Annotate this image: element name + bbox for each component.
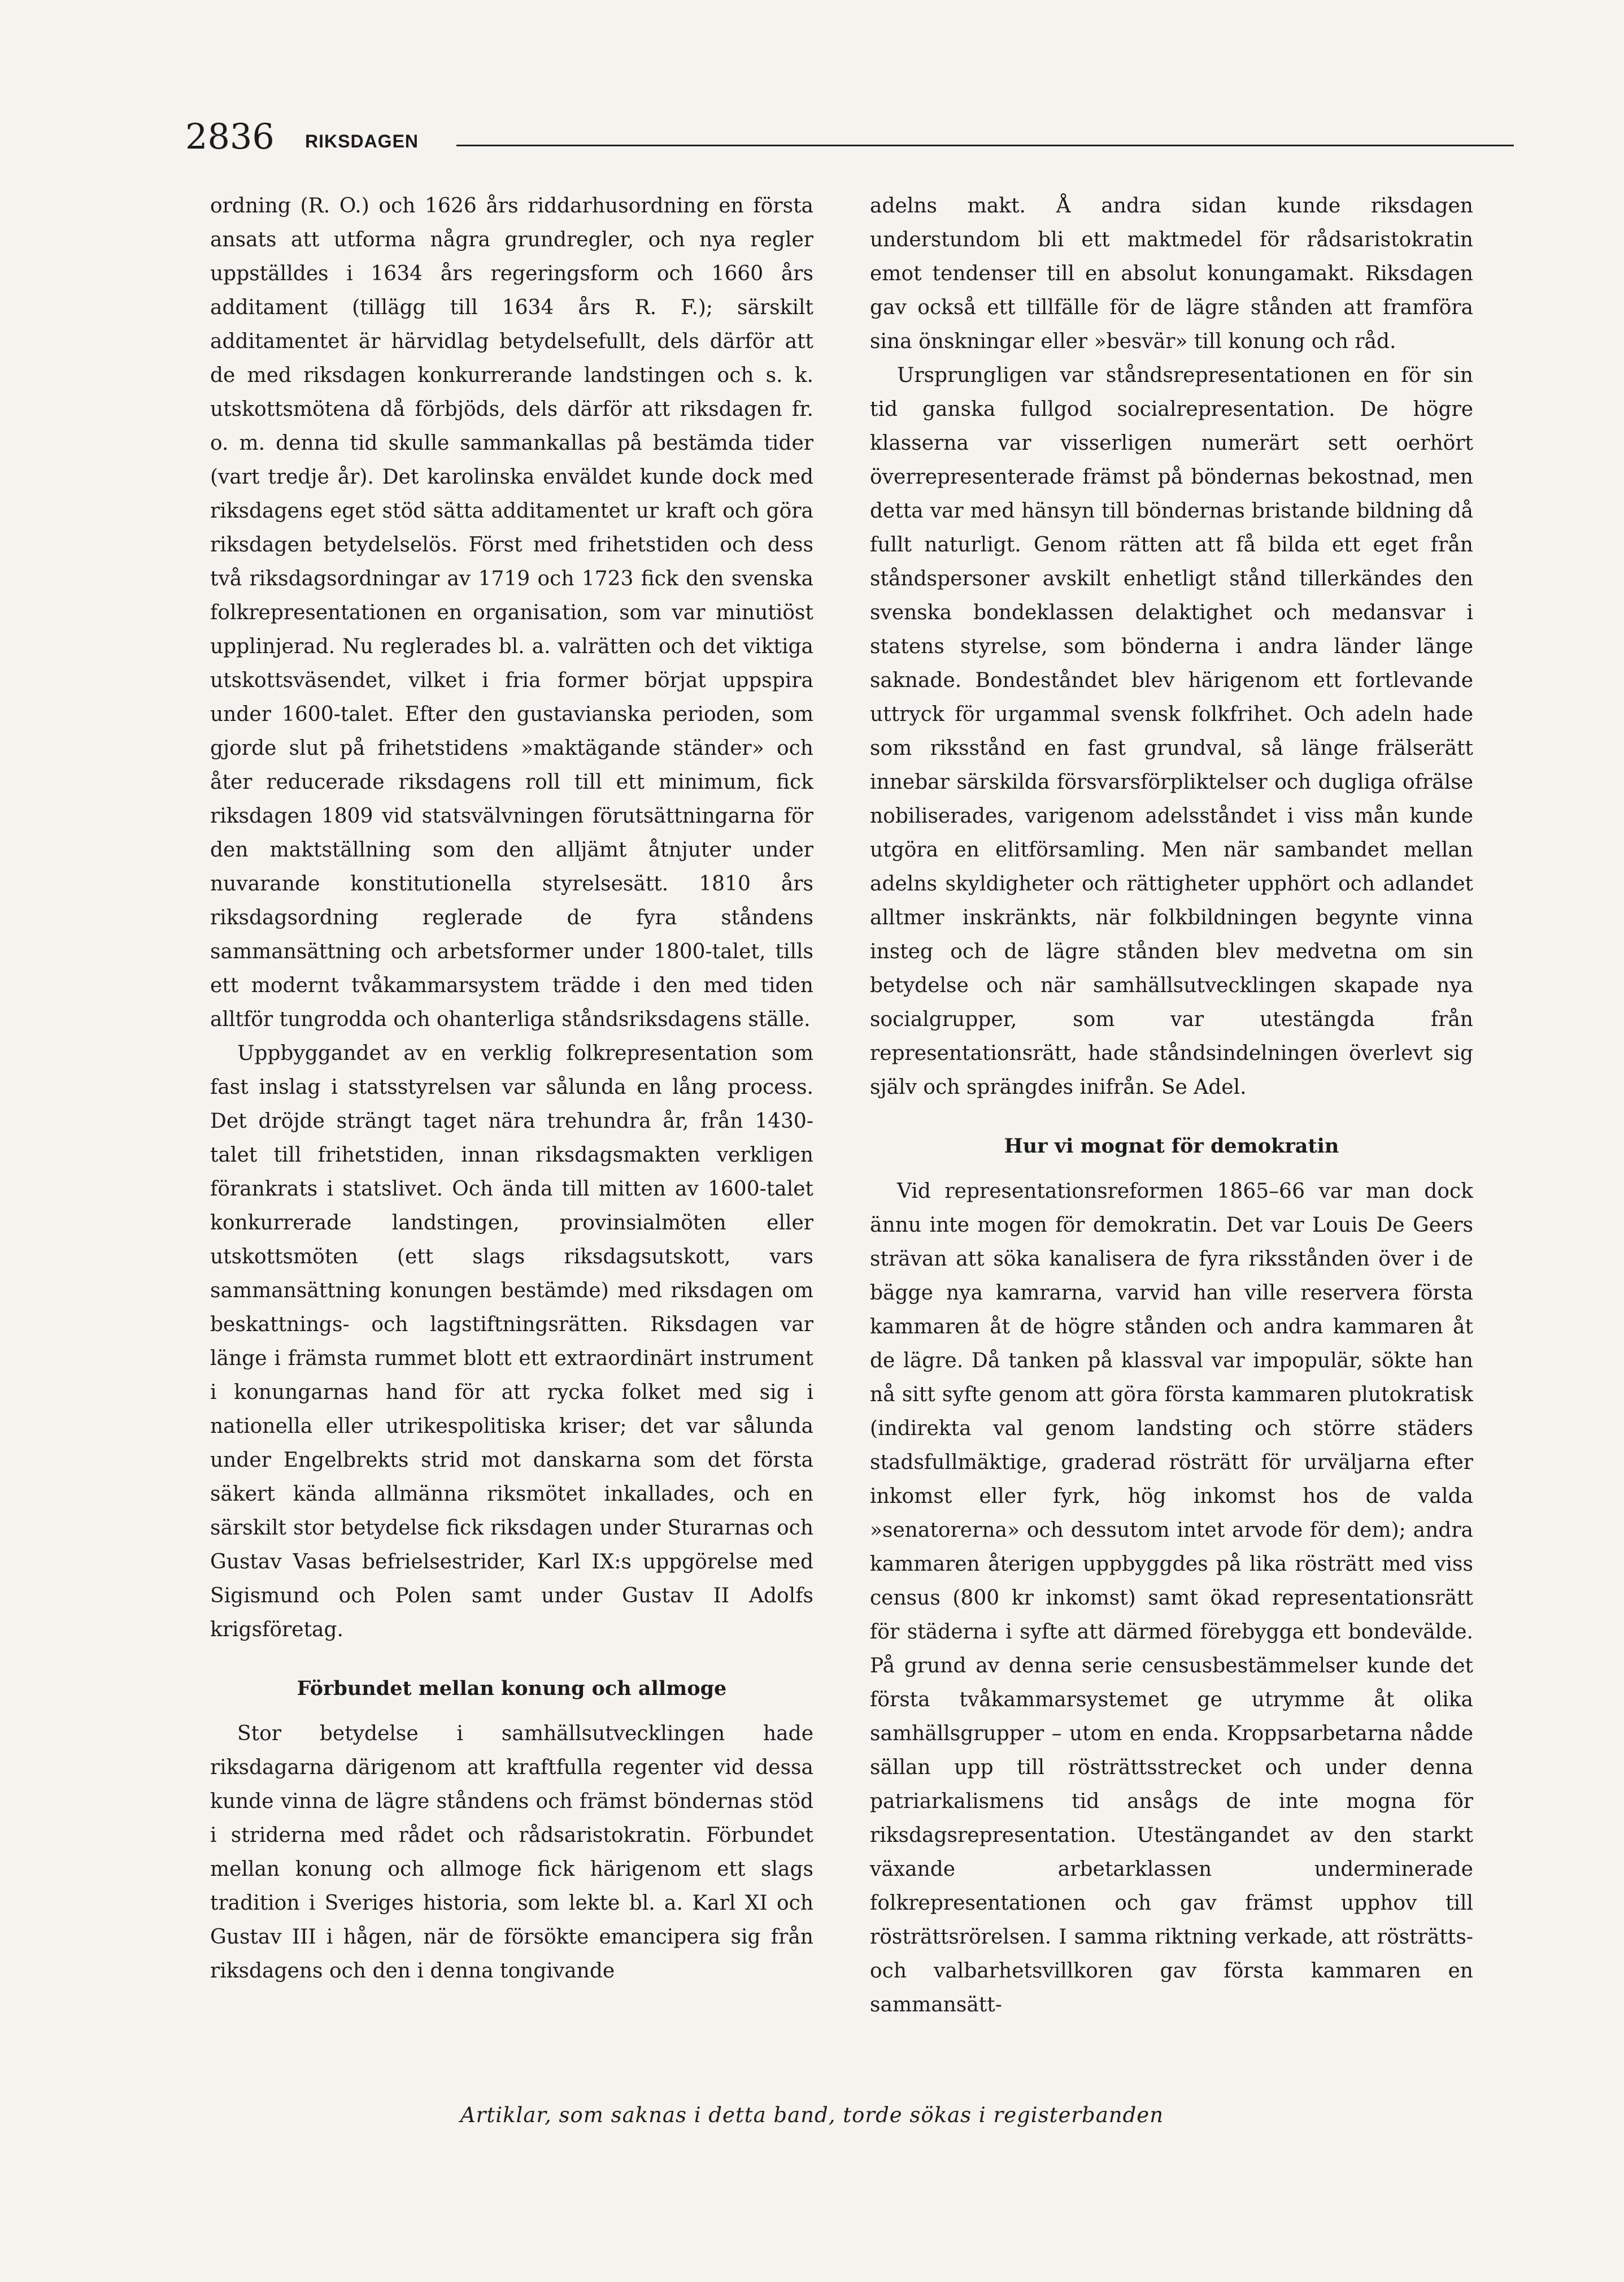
- header-rule: [456, 145, 1514, 146]
- paragraph: adelns makt. Å andra sidan kunde riksdagen understundom bli ett maktmedel för rådsaristokratin emot tendenser till en absolut konungamakt. Riksdagen gav också ett tillfälle för de lägre stånden att framföra sina önskningar eller »besvär» till konung och råd.: [870, 194, 1473, 353]
- paragraph: Vid representationsreformen 1865–66 var man dock ännu inte mogen för demokratin. Det var Louis De Geers strävan att söka kanalisera de fyra riksstånden över i de bägge nya kamrarna, varvid han ville reservera första kammaren åt de högre stånden och andra kammaren åt de lägre. Då tanken på klassval var impopulär, sökte han nå sitt syfte genom att göra första kammaren plutokratisk (indirekta val genom landsting och större städers stadsfullmäktige, graderad rösträtt för urväljarna efter inkomst eller fyrk, hög inkomst hos de valda »senatorerna» och dessutom intet arvode för dem); andra kammaren återigen uppbyggdes på lika rösträtt med viss census (800 kr inkomst) samt ökad representationsrätt för städerna i syfte att därmed förebygga ett bondevälde. På grund av denna serie censusbestämmelser kunde det första tvåkammarsystemet ge utrymme åt olika samhällsgrupper – utom en enda. Kroppsarbetarna nådde sällan upp till rösträttsstrecket och under denna patriarkalismens tid ansågs de inte mogna för riksdagsrepresentation. Utestängandet av den starkt växande arbetarklassen underminerade folkrepresentationen och gav främst upphov till rösträttsrörelsen. I samma riktning verkade, att rösträtts- och valbarhetsvillkoren gav första kammaren en sammansätt-: [870, 1180, 1473, 2016]
- footer-note: Artiklar, som saknas i detta band, torde sökas i registerbanden: [460, 2103, 1164, 2127]
- section-heading: Hur vi mognat för demokratin: [1004, 1135, 1339, 1158]
- paragraph: Uppbyggandet av en verklig folkrepresentation som fast inslag i statsstyrelsen var sålunda en lång process. Det dröjde strängt taget nära trehundra år, från 1430-talet till frihetstiden, innan riksdagsmakten verkligen förankrats i statslivet. Och ända till mitten av 1600-talet konkurrerade landstingen, provinsialmöten eller utskottsmöten (ett slags riksdagsutskott, vars sammansättning konungen bestämde) med riksdagen om beskattnings- och lagstiftningsrätten. Riksdagen var länge i främsta rummet blott ett extraordinärt instrument i konungarnas hand för att rycka folket med sig i nationella eller utrikespolitiska kriser; det var sålunda under Engelbrekts strid mot danskarna som det första säkert kända allmänna riksmötet inkallades, och en särskilt stor betydelse fick riksdagen under Sturarnas och Gustav Vasas befrielsestrider, Karl IX:s uppgörelse med Sigismund och Polen samt under Gustav II Adolfs krigsföretag.: [210, 1042, 813, 1641]
- paragraph: Stor betydelse i samhällsutvecklingen hade riksdagarna därigenom att kraftfulla regenter vid dessa kunde vinna de lägre ståndens och främst böndernas stöd i striderna med rådet och rådsaristokratin. Förbundet mellan konung och allmoge fick härigenom ett slags tradition i Sveriges historia, som lekte bl. a. Karl XI och Gustav III i hågen, när de försökte emancipera sig från riksdagens och den i denna tongivande: [210, 1722, 813, 1983]
- page-header: [185, 114, 1514, 159]
- right-column: [870, 189, 1473, 2071]
- page-number: 2836: [185, 116, 275, 157]
- left-column: [210, 189, 813, 2071]
- running-head: RIKSDAGEN: [305, 131, 419, 151]
- paragraph: ordning (R. O.) och 1626 års riddarhusordning en första ansats att utforma några grundregler, och nya regler uppställdes i 1634 års regeringsform och 1660 års additament (tillägg till 1634 års R. F.); särskilt additamentet är härvidlag betydelsefullt, dels därför att de med riksdagen konkurrerande landstingen och s. k. utskottsmötena då förbjöds, dels därför att riksdagen fr. o. m. denna tid skulle sammankallas på bestämda tider (vart tredje år). Det karolinska enväldet kunde dock med riksdagens eget stöd sätta additamentet ur kraft och göra riksdagen betydelselös. Först med frihetstiden och dess två riksdagsordningar av 1719 och 1723 fick den svenska folkrepresentationen en organisation, som var minutiöst upplinjerad. Nu reglerades bl. a. valrätten och det viktiga utskottsväsendet, vilket i fria former börjat uppspira under 1600-talet. Efter den gustavianska perioden, som gjorde slut på frihetstidens »maktägande ständer» och åter reducerade riksdagens roll till ett minimum, fick riksdagen 1809 vid statsvälvningen förutsättningarna för den maktställning som den alljämt åtnjuter under nuvarande konstitutionella styrelsesätt. 1810 års riksdagsordning reglerade de fyra ståndens sammansättning och arbetsformer under 1800-talet, tills ett modernt tvåkammarsystem trädde i den med tiden alltför tungrodda och ohanterliga ståndsriksdagens ställe.: [210, 194, 813, 1031]
- section-heading: Förbundet mellan konung och allmoge: [297, 1677, 727, 1700]
- paragraph: Ursprungligen var ståndsrepresentationen en för sin tid ganska fullgod socialrepresentation. De högre klasserna var visserligen numerärt sett oerhört överrepresenterade främst på böndernas bekostnad, men detta var med hänsyn till böndernas bristande bildning då fullt naturligt. Genom rätten att få bilda ett eget från ståndspersoner avskilt enhetligt stånd tillerkändes den svenska bondeklassen delaktighet och medansvar i statens styrelse, som bönderna i andra länder länge saknade. Bondeståndet blev härigenom ett fortlevande uttryck för urgammal svensk folkfrihet. Och adeln hade som riksstånd en fast grundval, så länge frälserätt innebar särskilda försvarsförpliktelser och dugliga ofrälse nobiliserades, varigenom adelsståndet i viss mån kunde utgöra en elitförsamling. Men när sambandet mellan adelns skyldigheter och rättigheter upphört och adlandet alltmer inskränkts, när folkbildningen begynte vinna insteg och de lägre stånden blev medvetna om sin betydelse och när samhällsutvecklingen skapade nya socialgrupper, som var utestängda från representationsrätt, hade ståndsindelningen överlevt sig själv och sprängdes inifrån. Se Adel.: [870, 364, 1473, 1099]
